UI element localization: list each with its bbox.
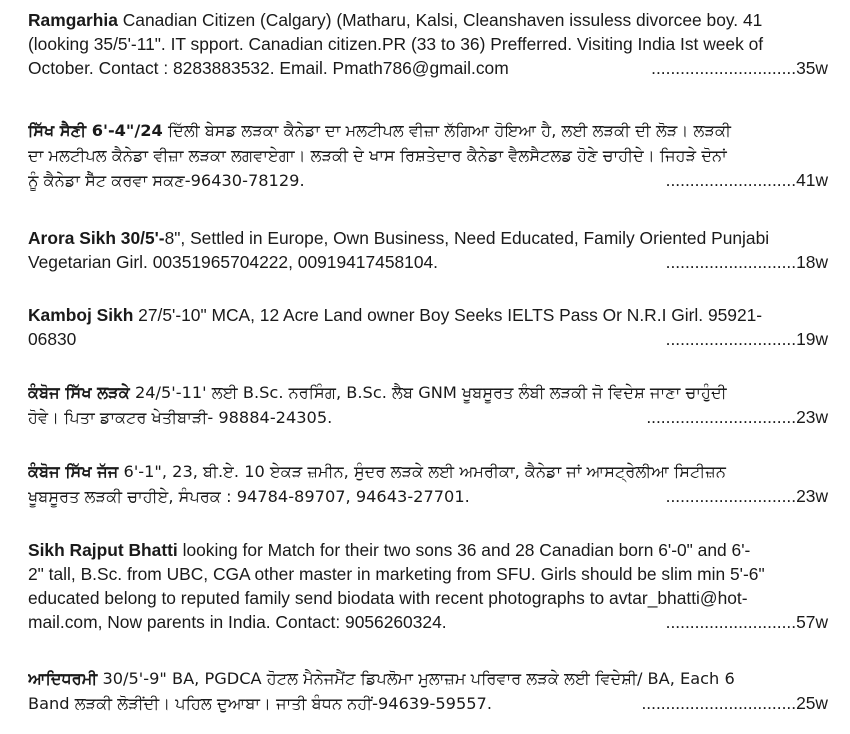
ad-text: Vegetarian Girl. 00351965704222, 00919417458104. [28, 252, 439, 272]
ad-text: ਖੂਬਸੂਰਤ ਲੜਕੀ ਚਾਹੀਏ, ਸੰਪਰਕ : 94784-89707, 94643-27701. [28, 487, 470, 506]
ad-sikh-rajput-bhatti [28, 538, 828, 634]
ad-text: October. Contact : 8283883532. Email. Pmath786@gmail.com [28, 58, 509, 78]
ad-text: Band ਲੜਕੀ ਲੋੜੀਂਦੀ। ਪਹਿਲ ਦੁਆਬਾ। ਜਾਤੀ ਬੰਧਨ ਨਹੀਂ-94639-59557. [28, 694, 492, 713]
ad-word-count: ...........................19w [665, 329, 828, 349]
ad-text: ਨੂੰ ਕੈਨੇਡਾ ਸੈੱਟ ਕਰਵਾ ਸਕਣ-96430-78129. [28, 171, 305, 190]
ad-text: 6'-1", 23, ਬੀ.ਏ. 10 ਏਕੜ ਜ਼ਮੀਨ, ਸੁੰਦਰ ਲੜਕੇ ਲਈ ਅਮਰੀਕਾ, ਕੈਨੇਡਾ ਜਾਂ ਆਸਟ੍ਰੇਲੀਆ ਸਿਟੀਜ਼ਨ [118, 462, 726, 481]
ad-word-count: ...........................18w [665, 252, 828, 272]
ad-text: ਦਾ ਮਲਟੀਪਲ ਕੈਨੇਡਾ ਵੀਜ਼ਾ ਲੜਕਾ ਲਗਵਾਏਗਾ। ਲੜਕੀ ਦੇ ਖਾਸ ਰਿਸ਼ਤੇਦਾਰ ਕੈਨੇਡਾ ਵੈਲਸੈਟਲਡ ਹੋਣੇ ਚਾਹੀਦੇ। ਜਿਹੜੇ ਦੋਨਾਂ [28, 146, 727, 165]
ad-text: ਦਿੱਲੀ ਬੇਸਡ ਲੜਕਾ ਕੈਨੇਡਾ ਦਾ ਮਲਟੀਪਲ ਵੀਜ਼ਾ ਲੱਗਿਆ ਹੋਇਆ ਹੈ, ਲਈ ਲੜਕੀ ਦੀ ਲੋੜ। ਲੜਕੀ [162, 121, 731, 140]
ad-kamboj-sikh-judge [28, 459, 828, 509]
ad-heading: Sikh Rajput Bhatti [28, 540, 178, 560]
ad-text: 06830 [28, 329, 77, 349]
ad-word-count: ...........................41w [665, 170, 828, 190]
ad-text: (looking 35/5'-11". IT spport. Canadian citizen.PR (33 to 36) Prefferred. Visiting India Ist week of [28, 34, 764, 54]
ad-text: 8", Settled in Europe, Own Business, Need Educated, Family Oriented Punjabi [164, 228, 770, 248]
ad-heading: Kamboj Sikh [28, 305, 134, 325]
ad-text: Canadian Citizen (Calgary) (Matharu, Kalsi, Cleanshaven issuless divorcee boy. 41 [117, 10, 763, 30]
ad-ramgarhia [28, 8, 828, 80]
ad-text: 27/5'-10" MCA, 12 Acre Land owner Boy Seeks IELTS Pass Or N.R.I Girl. 95921- [133, 305, 763, 325]
ad-word-count: ...............................23w [646, 407, 828, 427]
ad-text: 24/5'-11' ਲਈ B.Sc. ਨਰਸਿੰਗ, B.Sc. ਲੈਬ GNM ਖੂਬਸੂਰਤ ਲੰਬੀ ਲੜਕੀ ਜੋ ਵਿਦੇਸ਼ ਜਾਣਾ ਚਾਹੁੰਦੀ [129, 383, 727, 402]
ad-word-count: ................................25w [641, 693, 828, 713]
ad-word-count: ...........................23w [665, 486, 828, 506]
ad-text: educated belong to reputed family send biodata with recent photographs to avtar_bhatti@hot- [28, 588, 748, 608]
ad-heading: ਕੰਬੋਜ ਸਿੱਖ ਜੱਜ [28, 462, 119, 481]
ad-text: looking for Match for their two sons 36 and 28 Canadian born 6'-0" and 6'- [177, 540, 751, 560]
ad-sikh-saini [28, 118, 828, 193]
ad-arora-sikh [28, 226, 828, 274]
ad-word-count: ...........................57w [665, 612, 828, 632]
ad-kamboj-sikh [28, 303, 828, 351]
ad-heading: ਆਦਿਧਰਮੀ [28, 669, 98, 688]
ad-kamboj-sikh-boy [28, 380, 828, 430]
ad-adidharmi [28, 666, 828, 716]
ad-heading: Arora Sikh 30/5'- [28, 228, 165, 248]
ad-heading: ਕੰਬੋਜ ਸਿੱਖ ਲੜਕੇ [28, 383, 130, 402]
ad-heading: ਸਿੱਖ ਸੈਣੀ 6'-4"/24 [28, 121, 163, 140]
ad-text: 30/5'-9" BA, PGDCA ਹੋਟਲ ਮੈਨੇਜਮੈਂਟ ਡਿਪਲੋਮਾ ਮੁਲਾਜ਼ਮ ਪਰਿਵਾਰ ਲੜਕੇ ਲਈ ਵਿਦੇਸ਼ੀ/ BA, Each 6 [97, 669, 735, 688]
ad-text: 2" tall, B.Sc. from UBC, CGA other master in marketing from SFU. Girls should be slim min 5'-6" [28, 564, 765, 584]
ad-heading: Ramgarhia [28, 10, 118, 30]
ad-text: ਹੋਵੇ। ਪਿਤਾ ਡਾਕਟਰ ਖੇਤੀਬਾੜੀ- 98884-24305. [28, 408, 333, 427]
ad-text: mail.com, Now parents in India. Contact: 9056260324. [28, 612, 447, 632]
ad-word-count: ..............................35w [651, 58, 828, 78]
